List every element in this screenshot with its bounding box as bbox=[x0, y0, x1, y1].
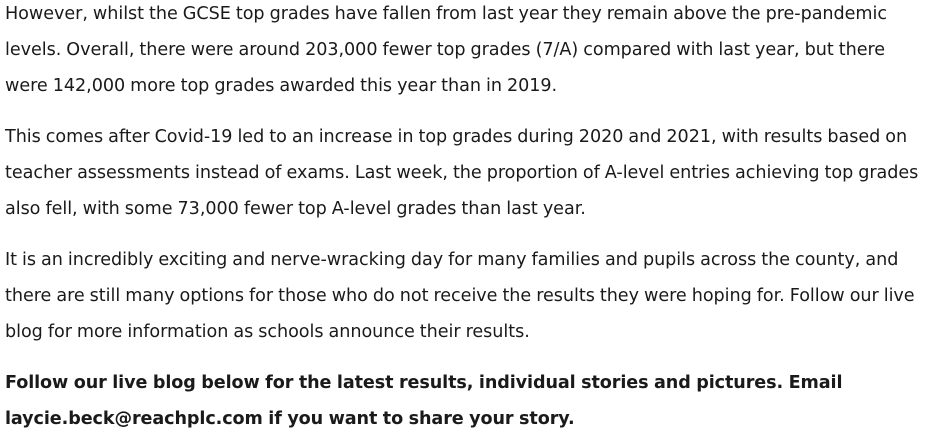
paragraph-gcse-grades: However, whilst the GCSE top grades have fallen from last year they remain above the pre-pandemic levels. Overall, there were around 203,000 fewer top grades (7/A) compared with last year, but there were 142,000 more top grades awarded this year than in 2019. bbox=[5, 4, 887, 96]
email-link[interactable]: laycie.beck@reachplc.com bbox=[5, 409, 263, 429]
paragraph-results-day: It is an incredibly exciting and nerve-wracking day for many families and pupils across the county, and there are still many options for those who do not receive the results they were hoping for. Follow our live blog for more information as schools announce their results. bbox=[5, 250, 915, 342]
callout-text-after: if you want to share your story. bbox=[262, 409, 575, 429]
paragraph-covid-context: This comes after Covid-19 led to an increase in top grades during 2020 and 2021, with results based on teacher assessments instead of exams. Last week, the proportion of A-level entries achieving top grades also fell, with some 73,000 fewer top A-level grades than last year. bbox=[5, 127, 919, 219]
callout-live-blog bbox=[5, 365, 923, 437]
callout-text-before: Follow our live blog below for the latest results, individual stories and pictures. Email bbox=[5, 373, 843, 393]
